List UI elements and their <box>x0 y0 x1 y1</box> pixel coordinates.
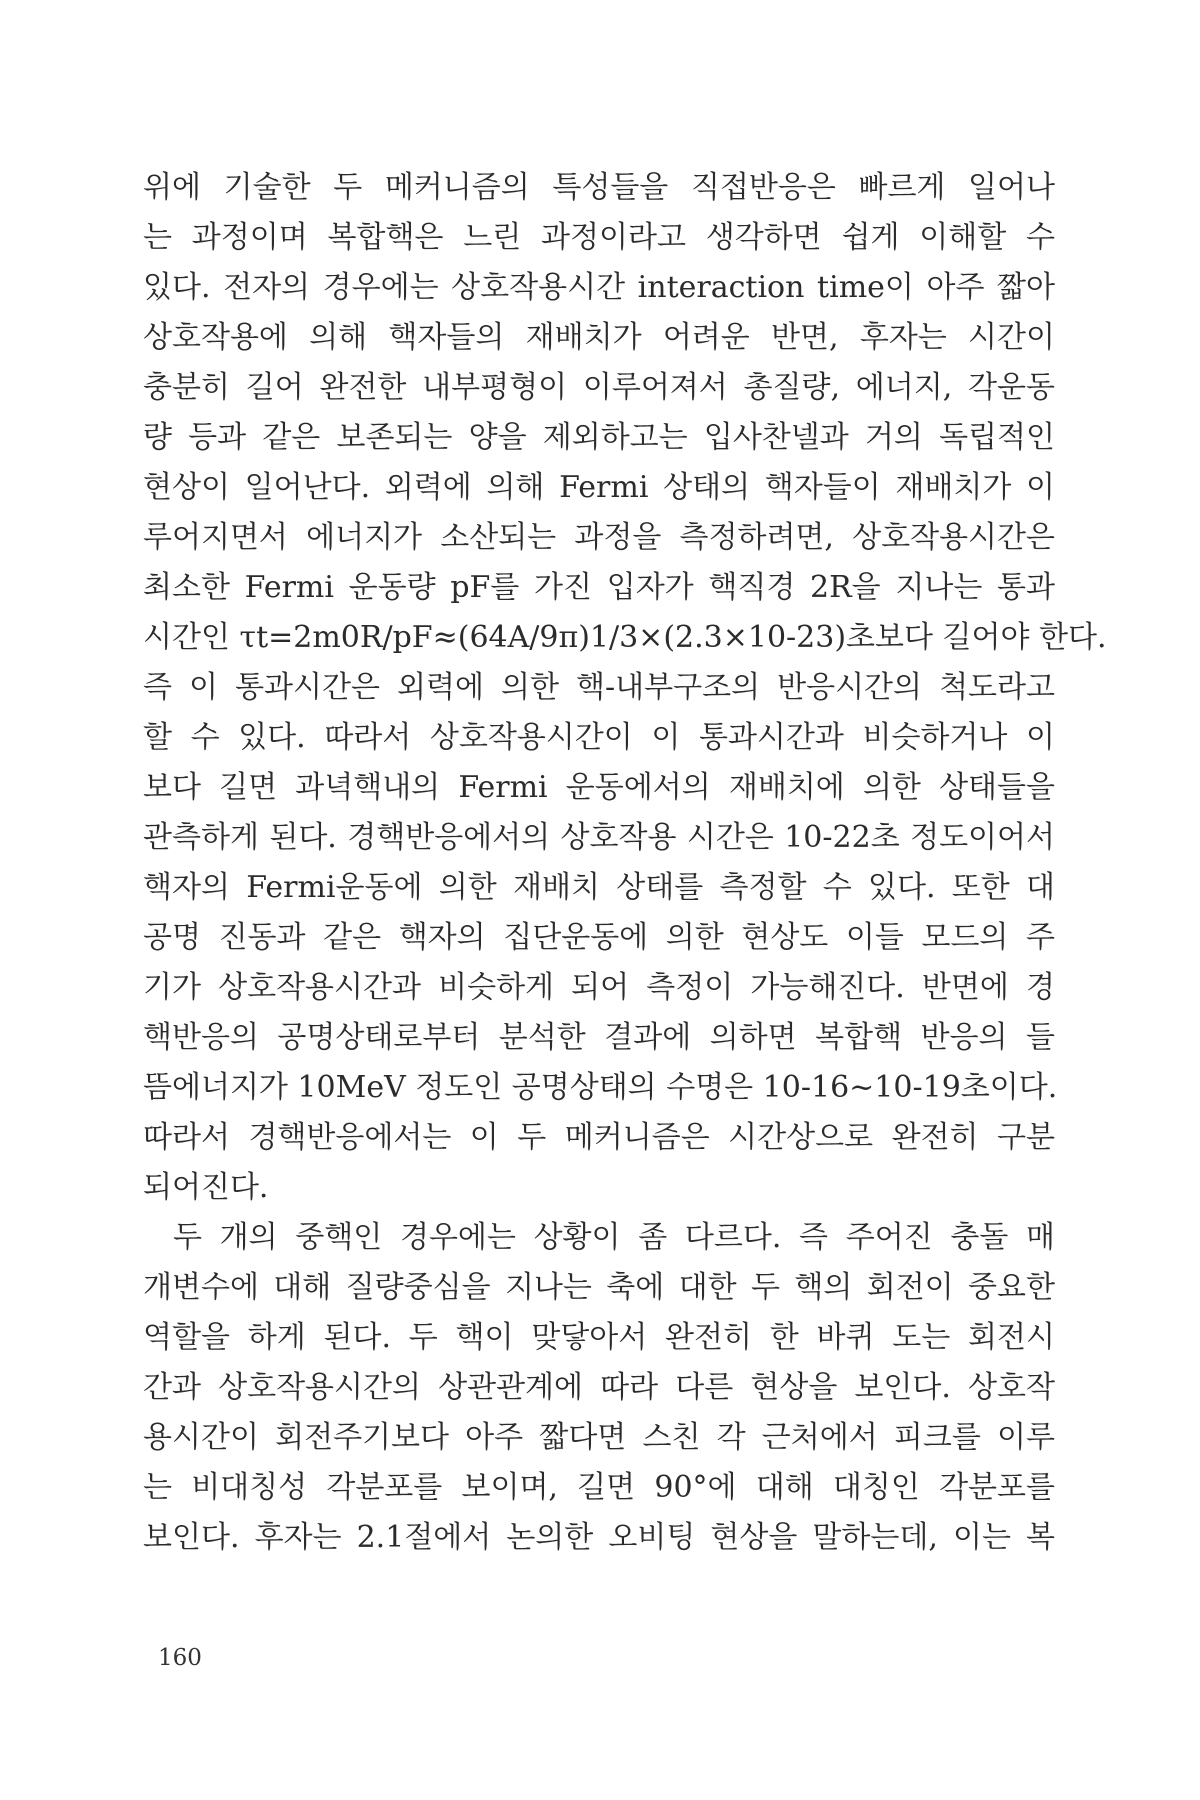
text-line: 충분히 길어 완전한 내부평형이 이루어져서 총질량, 에너지, 각운동 <box>143 370 1055 405</box>
page-number: 160 <box>158 1645 202 1671</box>
text-line: 는 과정이며 복합핵은 느린 과정이라고 생각하면 쉽게 이해할 수 <box>143 220 1055 255</box>
text-line: 개변수에 대해 질량중심을 지나는 축에 대한 두 핵의 회전이 중요한 <box>143 1270 1055 1305</box>
text-line: 있다. 전자의 경우에는 상호작용시간 interaction time이 아주 짧아 <box>143 270 1055 305</box>
text-line: 량 등과 같은 보존되는 양을 제외하고는 입사찬넬과 거의 독립적인 <box>143 420 1055 455</box>
text-line: 시간인 τt=2m0R/pF≈(64A/9π)1/3×(2.3×10-23)초보다 길어야 한다. <box>143 620 1107 655</box>
text-line: 용시간이 회전주기보다 아주 짧다면 스친 각 근처에서 피크를 이루 <box>143 1420 1055 1455</box>
text-line: 간과 상호작용시간의 상관관계에 따라 다른 현상을 보인다. 상호작 <box>143 1370 1055 1405</box>
text-line: 보인다. 후자는 2.1절에서 논의한 오비팅 현상을 말하는데, 이는 복 <box>143 1520 1055 1555</box>
text-line: 위에 기술한 두 메커니즘의 특성들을 직접반응은 빠르게 일어나 <box>143 170 1055 205</box>
text-line: 루어지면서 에너지가 소산되는 과정을 측정하려면, 상호작용시간은 <box>143 520 1055 555</box>
text-line: 는 비대칭성 각분포를 보이며, 길면 90°에 대해 대칭인 각분포를 <box>143 1470 1055 1505</box>
text-line: 현상이 일어난다. 외력에 의해 Fermi 상태의 핵자들이 재배치가 이 <box>143 470 1055 505</box>
text-line: 뜸에너지가 10MeV 정도인 공명상태의 수명은 10-16~10-19초이다. <box>143 1070 1058 1105</box>
text-line: 되어진다. <box>143 1170 269 1205</box>
text-line: 할 수 있다. 따라서 상호작용시간이 이 통과시간과 비슷하거나 이 <box>143 720 1055 755</box>
text-line: 상호작용에 의해 핵자들의 재배치가 어려운 반면, 후자는 시간이 <box>143 320 1055 355</box>
text-line: 관측하게 된다. 경핵반응에서의 상호작용 시간은 10-22초 정도이어서 <box>143 820 1055 855</box>
text-line: 역할을 하게 된다. 두 핵이 맞닿아서 완전히 한 바퀴 도는 회전시 <box>143 1320 1055 1355</box>
body-text <box>143 163 1107 1563</box>
text-line: 공명 진동과 같은 핵자의 집단운동에 의한 현상도 이들 모드의 주 <box>143 920 1055 955</box>
text-line: 즉 이 통과시간은 외력에 의한 핵-내부구조의 반응시간의 척도라고 <box>143 670 1055 705</box>
text-line: 핵자의 Fermi운동에 의한 재배치 상태를 측정할 수 있다. 또한 대 <box>143 870 1055 905</box>
text-line: 보다 길면 과녁핵내의 Fermi 운동에서의 재배치에 의한 상태들을 <box>143 770 1055 805</box>
text-line: 두 개의 중핵인 경우에는 상황이 좀 다르다. 즉 주어진 충돌 매 <box>173 1220 1055 1255</box>
text-line: 핵반응의 공명상태로부터 분석한 결과에 의하면 복합핵 반응의 들 <box>143 1020 1055 1055</box>
text-line: 기가 상호작용시간과 비슷하게 되어 측정이 가능해진다. 반면에 경 <box>143 970 1055 1005</box>
text-line: 최소한 Fermi 운동량 pF를 가진 입자가 핵직경 2R을 지나는 통과 <box>143 570 1055 605</box>
text-line: 따라서 경핵반응에서는 이 두 메커니즘은 시간상으로 완전히 구분 <box>143 1120 1055 1155</box>
